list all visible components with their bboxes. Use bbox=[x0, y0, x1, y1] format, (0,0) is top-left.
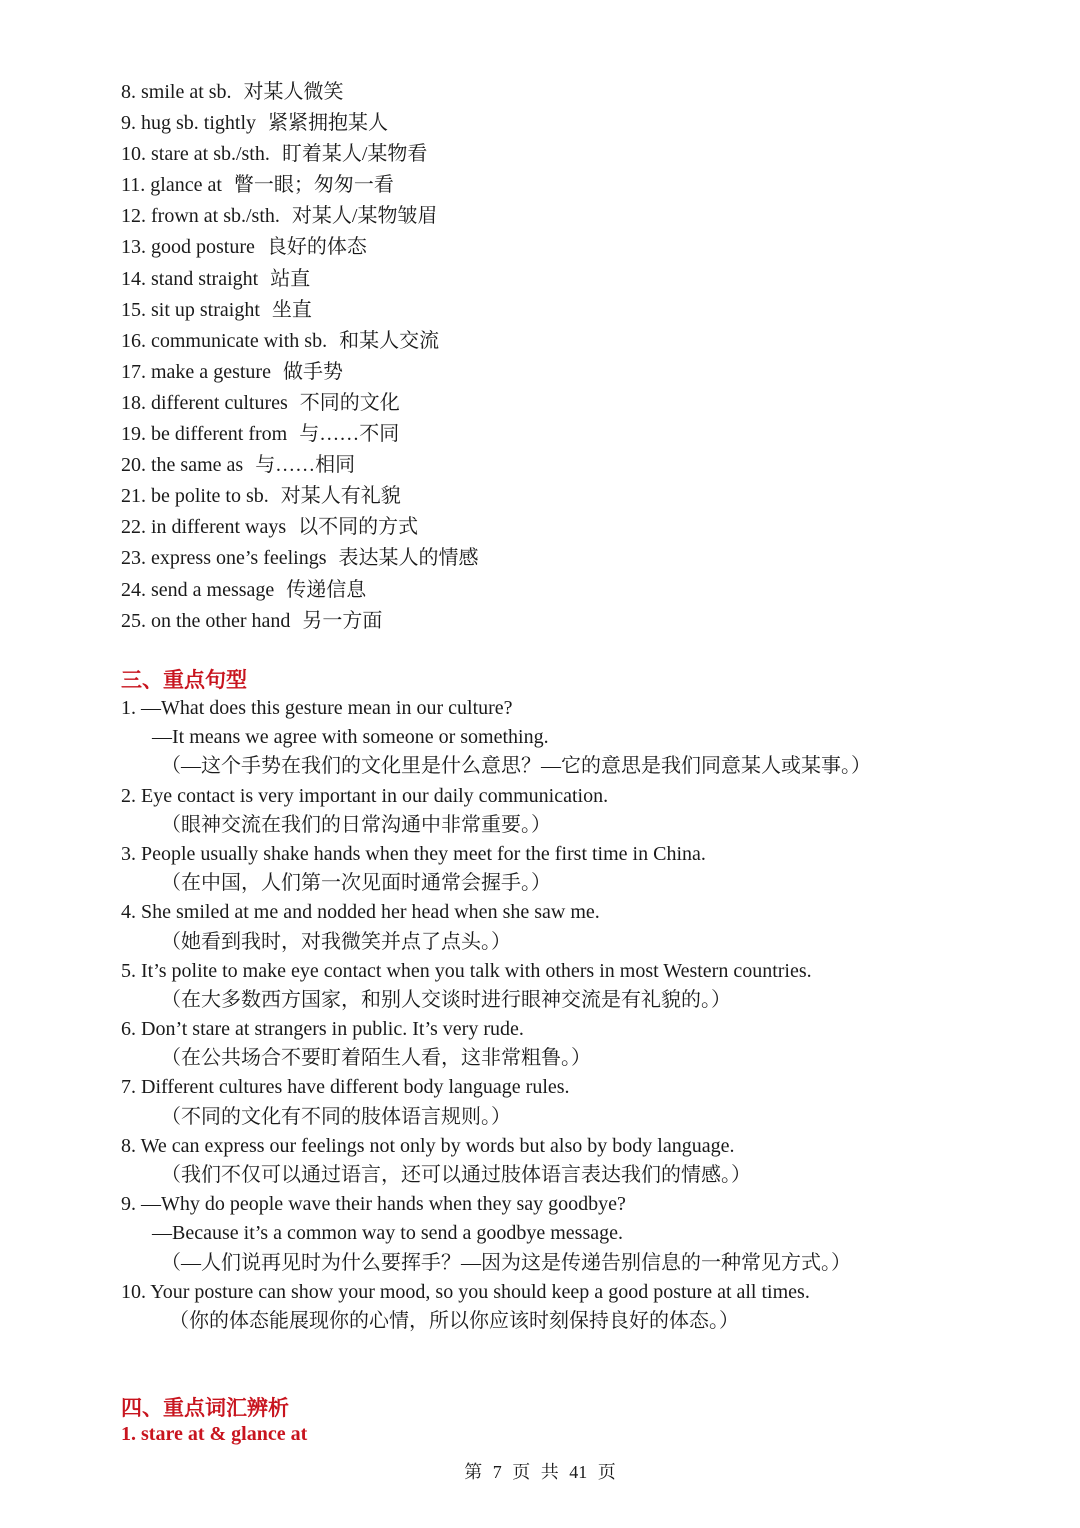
phrase-english: 19. be different from bbox=[121, 423, 288, 446]
phrase-english: 9. hug sb. tightly bbox=[121, 112, 257, 135]
phrase-item bbox=[121, 606, 479, 637]
page-footer: 第 7 页 共 41 页 bbox=[464, 1462, 616, 1482]
phrase-item bbox=[121, 108, 479, 139]
sentence-line: 7. Different cultures have different body language rules. bbox=[121, 1076, 570, 1099]
sentence-line: 1. —What does this gesture mean in our culture? bbox=[121, 697, 513, 719]
sentence-line: （你的体态能展现你的心情，所以你应该时刻保持良好的体态。） bbox=[169, 1309, 739, 1332]
phrase-chinese: 传递信息 bbox=[286, 578, 367, 601]
sentence-line: 10. Your posture can show your mood, so you should keep a good posture at all times. bbox=[121, 1280, 810, 1303]
phrase-chinese: 良好的体态 bbox=[266, 236, 367, 259]
phrase-english: 22. in different ways bbox=[121, 516, 287, 539]
phrase-chinese: 对某人微笑 bbox=[243, 81, 344, 103]
sentence-line: 8. We can express our feelings not only by words but also by body language. bbox=[121, 1134, 735, 1157]
phrase-chinese: 另一方面 bbox=[302, 609, 383, 632]
phrase-item bbox=[121, 264, 479, 295]
phrase-item bbox=[121, 543, 479, 574]
sentence-line: （在大多数西方国家，和别人交谈时进行眼神交流是有礼貌的。） bbox=[161, 988, 731, 1011]
phrase-item bbox=[121, 481, 479, 512]
phrase-chinese: 以不同的方式 bbox=[298, 516, 419, 539]
phrase-english: 23. express one’s feelings bbox=[121, 547, 327, 570]
phrase-item bbox=[121, 139, 479, 170]
phrase-english: 8. smile at sb. bbox=[121, 81, 232, 103]
sentence-line: 4. She smiled at me and nodded her head when she saw me. bbox=[121, 901, 600, 924]
phrase-english: 12. frown at sb./sth. bbox=[121, 205, 280, 228]
section-title-key-sentences: 三、重点句型 bbox=[121, 668, 247, 692]
sentence-line: （她看到我时，对我微笑并点了点头。） bbox=[161, 930, 511, 953]
phrase-item bbox=[121, 201, 479, 232]
phrase-english: 24. send a message bbox=[121, 578, 275, 601]
phrase-chinese: 表达某人的情感 bbox=[338, 547, 479, 570]
phrase-chinese: 盯着某人/某物看 bbox=[281, 143, 428, 166]
phrase-item bbox=[121, 77, 479, 108]
sentence-line: （在公共场合不要盯着陌生人看，这非常粗鲁。） bbox=[161, 1047, 591, 1070]
phrase-english: 25. on the other hand bbox=[121, 609, 291, 632]
phrase-english: 11. glance at bbox=[121, 174, 222, 197]
phrase-item bbox=[121, 450, 479, 481]
phrase-english: 20. the same as bbox=[121, 454, 244, 477]
phrase-chinese: 对某人有礼貌 bbox=[280, 485, 401, 508]
phrase-english: 16. communicate with sb. bbox=[121, 329, 328, 352]
vocab-subtitle: 1. stare at & glance at bbox=[121, 1423, 308, 1445]
phrase-english: 18. different cultures bbox=[121, 391, 288, 414]
phrase-english: 14. stand straight bbox=[121, 267, 259, 290]
sentence-line: 5. It’s polite to make eye contact when you talk with others in most Western countries. bbox=[121, 959, 812, 982]
phrase-item bbox=[121, 295, 479, 326]
sentence-list bbox=[121, 694, 1021, 1336]
phrase-item bbox=[121, 232, 479, 263]
phrase-chinese: 不同的文化 bbox=[299, 391, 400, 414]
sentence-line: 6. Don’t stare at strangers in public. It’s very rude. bbox=[121, 1018, 524, 1041]
phrase-english: 15. sit up straight bbox=[121, 298, 260, 321]
phrase-chinese: 与……相同 bbox=[255, 454, 356, 477]
phrase-item bbox=[121, 512, 479, 543]
sentence-line: （不同的文化有不同的肢体语言规则。） bbox=[161, 1105, 511, 1128]
phrase-chinese: 紧紧拥抱某人 bbox=[268, 112, 389, 135]
sentence-line: 2. Eye contact is very important in our daily communication. bbox=[121, 784, 609, 807]
phrase-chinese: 瞥一眼；匆匆一看 bbox=[233, 174, 394, 197]
sentence-line: （—这个手势在我们的文化里是什么意思？—它的意思是我们同意某人或某事。） bbox=[161, 755, 871, 778]
phrase-item bbox=[121, 357, 479, 388]
phrase-item bbox=[121, 388, 479, 419]
sentence-line: （—人们说再见时为什么要挥手？—因为这是传递告别信息的一种常见方式。） bbox=[161, 1251, 851, 1274]
section-title-vocab-analysis: 四、重点词汇辨析 bbox=[121, 1396, 289, 1420]
sentence-line: —Because it’s a common way to send a goodbye message. bbox=[152, 1222, 623, 1245]
phrase-list bbox=[121, 77, 479, 637]
phrase-item bbox=[121, 170, 479, 201]
sentence-line: （眼神交流在我们的日常沟通中非常重要。） bbox=[161, 813, 551, 836]
phrase-chinese: 做手势 bbox=[282, 360, 343, 383]
sentence-line: （在中国，人们第一次见面时通常会握手。） bbox=[161, 872, 551, 895]
phrase-item bbox=[121, 575, 479, 606]
sentence-line: 3. People usually shake hands when they meet for the first time in China. bbox=[121, 842, 706, 865]
phrase-chinese: 对某人/某物皱眉 bbox=[291, 205, 438, 228]
phrase-chinese: 和某人交流 bbox=[339, 329, 440, 352]
phrase-item bbox=[121, 419, 479, 450]
sentence-line: —It means we agree with someone or something. bbox=[152, 726, 549, 749]
sentence-line: 9. —Why do people wave their hands when they say goodbye? bbox=[121, 1193, 626, 1216]
phrase-chinese: 坐直 bbox=[271, 298, 312, 321]
phrase-english: 13. good posture bbox=[121, 236, 255, 259]
phrase-chinese: 与……不同 bbox=[299, 423, 400, 446]
sentence-line: （我们不仅可以通过语言，还可以通过肢体语言表达我们的情感。） bbox=[161, 1164, 751, 1186]
phrase-item bbox=[121, 326, 479, 357]
phrase-chinese: 站直 bbox=[270, 267, 311, 290]
phrase-english: 10. stare at sb./sth. bbox=[121, 143, 270, 166]
phrase-english: 21. be polite to sb. bbox=[121, 485, 269, 508]
phrase-english: 17. make a gesture bbox=[121, 360, 271, 383]
